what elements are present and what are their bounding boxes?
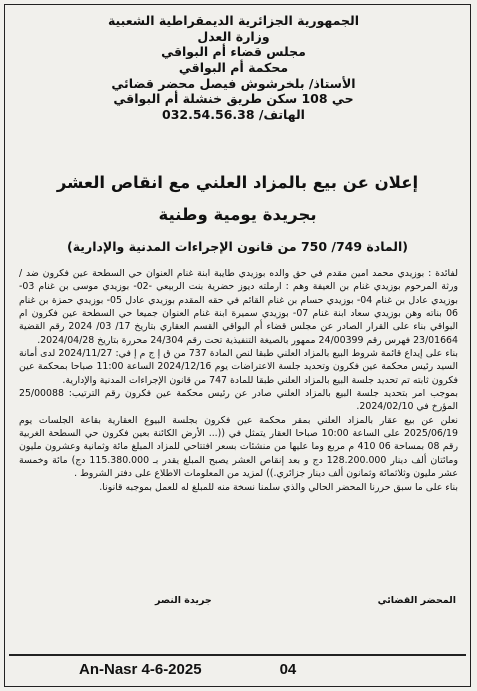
legal-article-reference: (المادة 749/ 750 من قانون الإجراءات المدنية والإدارية)	[67, 239, 408, 254]
body-paragraph-order: بموجب امر بتحديد جلسة البيع بالمزاد العلني صادر عن رئيس محكمة عين فكرون رقم الترتيب: 25/00088 المؤرخ في 2024/02/10.	[19, 388, 458, 413]
header-court: محكمة أم البواقي	[178, 59, 289, 75]
header-country: الجمهورية الجزائرية الديمقراطية الشعبية	[107, 13, 360, 28]
signature-bailiff: المحضر القضائي	[377, 595, 456, 606]
body-paragraph-parties: لفائدة : بوزيدي محمد امين مقدم في حق والده بوزيدي طايبة ابنة غنام العنوان حي السطحة عين فكرون ضد / ورثة المرحوم بوزيدي غنام بن العيفة وهم : ارملته ديوز حضرية بنت الربيعي -02- بوزيدي موسى بن غنام 03- بوزيدي عادل بن غنام 04- بوزيدي حسام بن غنام القائم في حقه المقدم بوزيدي عادل 05- بوزيدي حمزة بن غنام 06 بناته وهن بوزيدي سعاد ابنة غنام 07- بوزيدي سميرة ابنة غنام العنوان جميعا حي السطحة عين فكرون ام البواقي بناء على القرار الصادر عن مجلس قضاء أم البواقي القسم العقاري بتاريخ 17/ 03/ 2024 رقم القضية 23/01664 فهرس رقم 24/00399 ممهور بالصيغة التنفيذية تحت رقم 24/304 محررة بتاريخ 2024/04/28.	[19, 268, 459, 346]
notice-title: إعلان عن بيع بالمزاد العلني مع انقاص العشر	[56, 173, 419, 192]
body-paragraph-conditions: بناء على إيداع قائمة شروط البيع بالمزاد العلني طبقا لنص المادة 737 من ق إ ج م إ في: 2024/11/27 لدى أمانة السيد رئيس محكمة عين فكرون وتحديد جلسة الاعتراضات يوم 2024/12/16 الساعة 11:00 صباحا بمحكمة عين فكرون ثابته تم تحديد جلسة البيع بالمزاد العلني طبقا للمادة 747 من قانون الإجراءات المدنية والإدارية.	[19, 348, 458, 386]
letterhead	[15, 13, 452, 122]
body-paragraph-sale: نعلن عن بيع عقار بالمزاد العلني بمقر محكمة عين فكرون بجلسة البيوع العقارية بقاعة الجلسات يوم 2025/06/19 على الساعة 10:00 صباحا العقار يتمثل في ((... الأرض الكائنة بعين فكرون حي السطحة الغربية رقم 08 بمساحة 06 410 م مربع وما عليها من منشئات بسعر افتتاحي للمزاد المبلغ مائة وثمانية وعشرون مليون ومائتان ألف دينار 128.200.000 دج و بعد إنقاص العشر يصبح المبلغ يقدر بـ 115.380.000 دج) مائة وخمسة عشر مليون وثلاثمائة وثمانون ألف دينار جزائري.)) لمزيد من المعلومات الاطلاع على دفتر الشروط .	[19, 414, 459, 480]
body-paragraph-closing: بناء على ما سبق حررنا المحضر الحالي والذي سلمنا نسخة منه للمبلغ له للعمل بموجبه قانونا.	[99, 481, 458, 493]
header-phone: الهاتف/ 032.54.56.38	[162, 106, 305, 122]
header-address: حي 108 سكن طريق خنشلة أم البواقي	[113, 91, 354, 107]
header-council: مجلس قضاء أم البواقي	[161, 44, 306, 60]
page-footer	[9, 654, 466, 682]
notice-page	[4, 4, 471, 687]
footer-newspaper-date: An-Nasr 4-6-2025	[79, 660, 202, 678]
header-bailiff: الأستاذ/ بلخرشوش فيصل محضر قضائي	[111, 75, 356, 91]
footer-page-number: 04	[279, 660, 297, 678]
notice-subtitle: بجريدة يومية وطنية	[158, 205, 317, 224]
notice-body	[19, 267, 458, 494]
signature-newspaper: جريدة النصر	[155, 595, 212, 606]
header-ministry: وزارة العدل	[197, 28, 270, 44]
